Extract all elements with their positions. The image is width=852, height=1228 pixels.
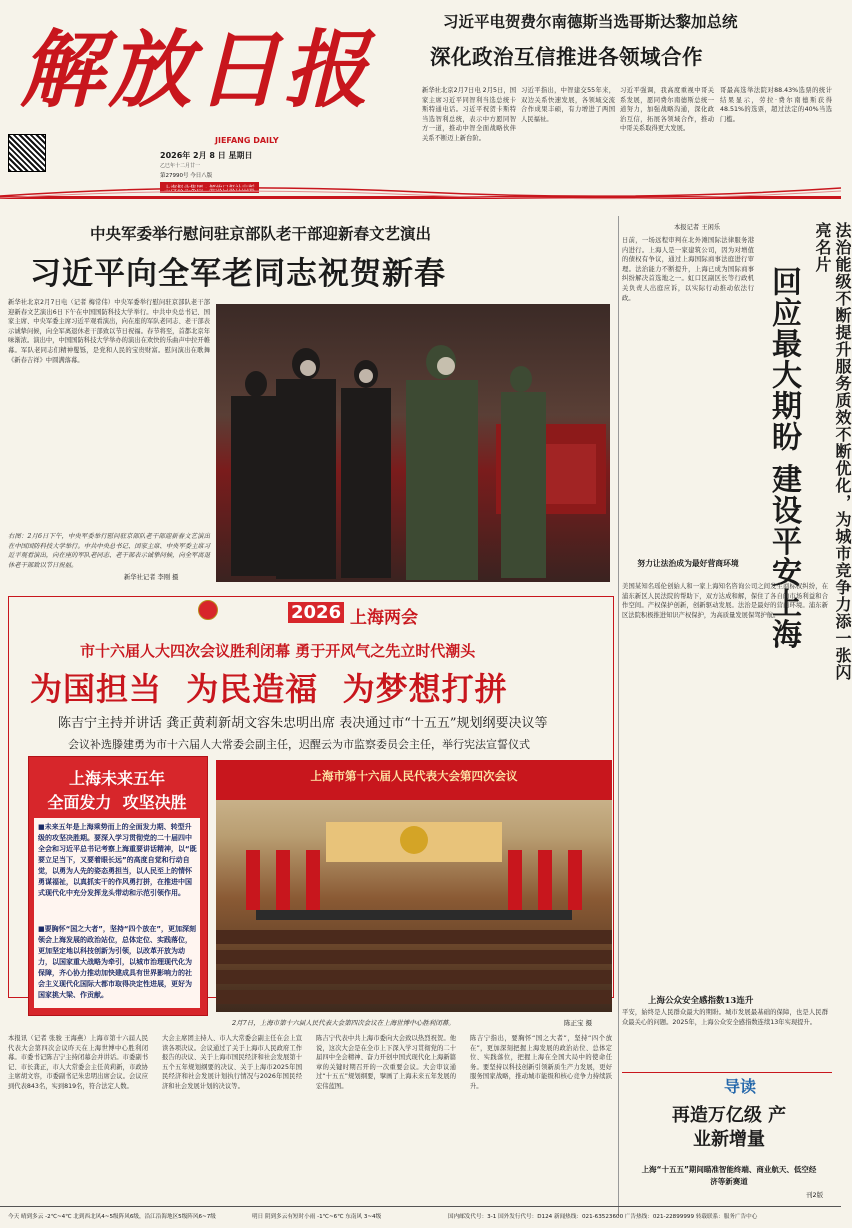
lianghui-body-a: 本报讯（记者 张骏 王海燕）上海市第十六届人民代表大会第四次会议昨天在上海世博中心胜利闭幕。市委书记陈吉宁主持闭幕会并讲话。市委副书记、市长龚正，市人大常委会主任黄莉新，市政协主席胡文容，市委副书记朱忠明出席会议。会议应到代表843名，实到819名，符合法定人数。 [8, 1035, 148, 1090]
guide-title: 再造万亿级 产业新增量 [671, 1105, 787, 1150]
footer-rule [0, 1206, 841, 1207]
sidebar-body-2: 美国某知名瑶伦创始人和一家上海知名咨询公司之间发生商标权纠纷，在浦东新区人民法院的帮助下，双方达成和解，保住了各自的市场利益和合作空间。产权保护创新，创新驱动发展。法治是最好的营商环境。浦东新区法院积极推进知识产权保护，为高质量发展保驾护航。 [622, 583, 828, 619]
qr-code [8, 134, 46, 172]
sidebar-body-1: 日前，一场远程审判在北外滩国际法律服务港内进行。上海人是一家建筑公司，因为对增值的债权有争议，通过上海国际商事法庭进行审理。法治能力不断提升，上海已成为国际商事纠纷解决首选地之一。虹口区副区长等行政机关负责人出庭应诉，以实际行动推动依法行政。 [622, 237, 754, 302]
masthead-title: 解放日报 [20, 20, 373, 119]
box-title-2: 全面发力 攻坚决胜 [47, 793, 187, 812]
lianghui-banner [192, 596, 446, 626]
footer-info: 国内邮发代号：3-1 国外发行代号：D124 新闻热线：021-63523600 广告热线：021-22899999 转载联系：服务广告中心 [448, 1214, 758, 1220]
lianghui-label: 上海两会 [350, 608, 418, 628]
sidebar-vertical-left: 回应最大期盼 建设平安上海 [766, 266, 801, 650]
lianghui-headline: 为国担当 为民造福 为梦想打拼 [30, 670, 508, 708]
publisher-line: 上海报业集团 · 解放日报社出版 [160, 182, 259, 193]
masthead-subtitle: JIEFANG DAILY [215, 136, 279, 145]
sidebar-divider [618, 216, 619, 1216]
congress-photo [216, 760, 612, 1012]
lianghui-sub-2: 会议补选滕建勇为市十六届人大常委会副主任，迟醒云为市监察委员会主任，举行宪法宣誓仪式 [68, 738, 530, 751]
feature-photo [216, 304, 610, 582]
guide-sub: 上海“十五五”期间瞄准智能终端、商业航天、低空经济等新赛道 [641, 1165, 817, 1186]
lianghui-sub-1: 陈吉宁主持并讲话 龚正黄莉新胡文容朱忠明出席 表决通过市“十五五”规划纲要决议等 [58, 716, 548, 731]
issue-date: 2026年 2月 8 日 星期日 [160, 151, 253, 160]
lianghui-year: 2026 [288, 602, 344, 623]
congress-photo-credit: 陈正宝 摄 [564, 1019, 593, 1027]
lead-col-4: 哥最高选举法院对88.43%选票的统计结果显示，劳拉·费尔南德斯获得48.51%的选票，超过法定的40%当选门槛。 [720, 87, 832, 123]
feature-credit: 新华社记者 李刚 摄 [124, 574, 179, 581]
lianghui-emblem [198, 600, 218, 620]
lead-col-2: 习近平指出，中智建交55年来，双边关系快速发展，各领域交流合作成果丰硕，有力增进了两国人民福祉。 [521, 87, 615, 123]
weather-today: 今天 晴到多云 -2℃~4℃ 北到西北风4~5级阵风6级，沿江沿海地区5级阵风6~7级 [8, 1214, 216, 1220]
sidebar-vertical-right: 法治能级不断提升服务质效不断优化，为城市竞争力添一张闪亮名片 [813, 222, 852, 681]
guide-label: 导读 [724, 1077, 757, 1096]
feature-headline: 习近平向全军老同志祝贺新春 [30, 256, 446, 292]
lead-col-1: 新华社北京2月7日电 2月5日，国家主席习近平同智利当选总统卡斯特通电话。习近平祝贺卡斯特当选智利总统，表示中方愿同智方一道，推动中智全面战略伙伴关系不断迈上新台阶。 [422, 87, 516, 142]
sidebar-subhead: 努力让法治成为最好营商环境 [637, 559, 739, 568]
box-title-1: 上海未来五年 [68, 769, 165, 788]
sidebar-rule-head: 上海公众安全感指数13连升 [648, 996, 754, 1006]
weather-tomorrow: 明日 阴到多云有短时小雨 -1℃~6℃ 东南风 3~4级 [252, 1214, 382, 1220]
lianghui-body-d: 陈吉宁指出，要胸怀“国之大者”，坚持“四个放在”，更加深刻把握上海发展的政治站位、总体定位、实践落位，把握上海在全国大局中的使命任务。要坚持以科技创新引领新质生产力发展，更好服务国家战略，推动城市能级和核心竞争力持续跃升。 [470, 1035, 612, 1090]
box-para-2: ■要胸怀“国之大者”，坚持“四个放在”，更加深刻领会上海发展的政治站位，总体定位、实践落位，更加坚定地以科技创新为引领，以改革开放为动力，以国家重大战略为牵引，以城市治理现代化为保障，齐心协力推动加快建成具有世界影响力的社会主义现代化国际大都市取得决定性进展，更好为国家挑大梁、作贡献。 [38, 925, 197, 999]
lead-kicker: 习近平电贺费尔南德斯当选哥斯达黎加总统 [443, 12, 738, 31]
sidebar-body-3: 平安，始终是人民群众最大的期盼。城市发展最基础的保障，也是人民群众最关心的问题。2025年，上海公众安全感指数连续13年实现提升。 [622, 1009, 828, 1026]
lead-col-3: 习近平强调，我高度重视中哥关系发展，愿同费尔南德斯总统一道努力，加强战略沟通，深化政治互信，拓展各领域合作，推动中哥关系取得更大发展。 [620, 87, 714, 133]
issue-number: 第27990号 今日八版 [160, 173, 213, 179]
wave-ornament [0, 182, 841, 198]
lianghui-body-b: 大会主席团主持人、市人大常委会副主任在会上宣读各项决议。会议通过了关于上海市人民政府工作报告的决议、关于上海市国民经济和社会发展第十五个五年规划纲要的决议、关于上海市2025年国民经济和社会发展计划执行情况与2026年国民经济和社会发展计划的决议等。 [162, 1035, 302, 1090]
lunar-date: 乙巳年十二月廿一 [160, 163, 201, 169]
congress-photo-caption: 2月7日，上海市第十六届人民代表大会第四次会议在上海世博中心胜利闭幕。 [232, 1019, 455, 1027]
lianghui-kicker: 市十六届人大四次会议胜利闭幕 勇于开风气之先立时代潮头 [80, 642, 476, 660]
guide-rule [622, 1072, 832, 1073]
feature-caption: 右图：2月6日下午，中央军委举行慰问驻京部队老干部迎新春文艺演出在中国国防科技大学举行。中共中央总书记、国家主席、中央军委主席习近平观看演出，向在座的军队老同志、老干部表示诚挚问候，向全军离退休老干部致以节日祝福。 [8, 533, 210, 569]
feature-kicker: 中央军委举行慰问驻京部队老干部迎新春文艺演出 [90, 224, 432, 243]
feature-body: 新华社北京2月7日电（记者 梅常伟）中央军委举行慰问驻京部队老干部迎新春文艺演出6日下午在中国国防科技大学举行。中共中央总书记、国家主席、中央军委主席习近平观看演出，向在座的军队老同志、老干部表示诚挚问候，向全军离退休老干部致以节日祝福。春节将至，首都北京年味渐浓。演出中，中国国防科技大学举办的演出在欢快的乐曲声中拉开帷幕。军队老同志们精神矍铄，是党和人民的宝贵财富。慰问演出在歌舞《新春吉祥》中圆满落幕。 [8, 299, 210, 364]
sidebar-author: 本报记者 王闲乐 [674, 224, 721, 231]
box-para-1: ■未来五年是上海乘势而上的全面发力期、转型升级的攻坚决胜期。要深入学习贯彻党的二十届四中全会和习近平总书记考察上海重要讲话精神，以“既要立足当下，又要着眼长远”的高度自觉和行动自觉，以勇为人先的姿态勇担当，以人民至上的情怀勇谋福祉，以真抓实干的作风勇打拼，在推进中国式现代化中充分发挥龙头带动和示范引领作用。 [38, 823, 197, 897]
lianghui-body-c: 陈吉宁代表中共上海市委向大会致以热烈祝贺。他说，这次大会是在全市上下深入学习贯彻党的二十届四中全会精神、奋力开创中国式现代化上海新篇章的关键时期召开的一次重要会议。大会审议通过“十五五”规划纲要，擘画了上海未来五年发展的宏伟蓝图。 [316, 1035, 456, 1090]
guide-page-link[interactable]: 刊2版 [806, 1191, 824, 1199]
lead-headline: 深化政治互信推进各领域合作 [430, 45, 703, 69]
congress-photo-banner: 上海市第十六届人民代表大会第四次会议 [310, 769, 518, 783]
